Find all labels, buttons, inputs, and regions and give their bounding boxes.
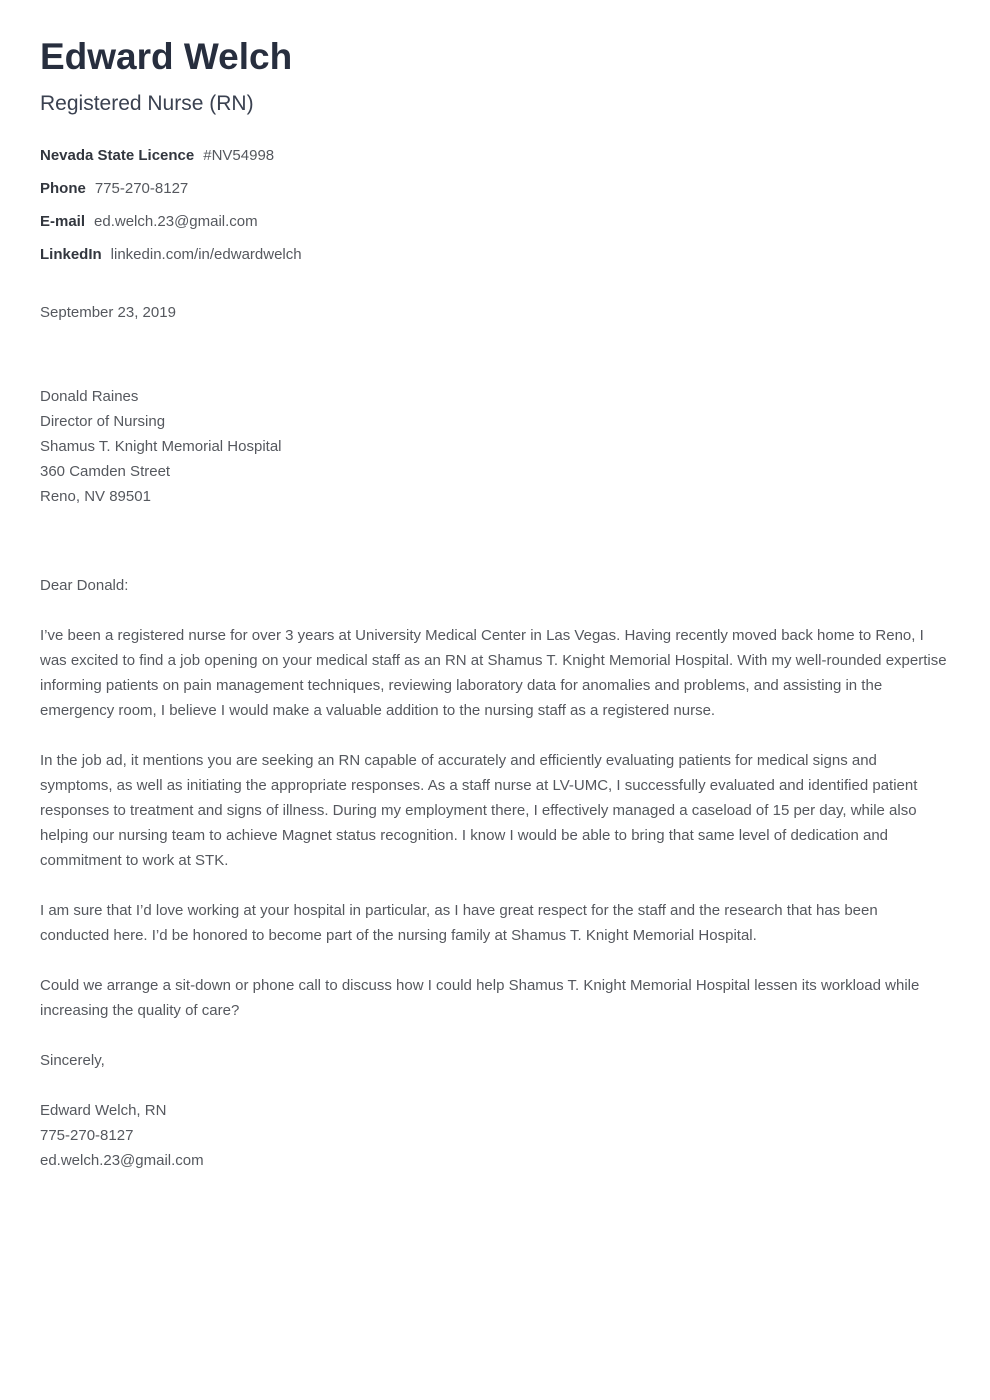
signature-block	[40, 1098, 950, 1173]
body-paragraph-1: I’ve been a registered nurse for over 3 years at University Medical Center in Las Vegas. Having recently moved back home to Reno, I was excited to find a job opening on your medical staff as an RN at Shamus T. Knight Memorial Hospital. With my well-rounded expertise informing patients on pain management techniques, reviewing laboratory data for anomalies and problems, and assisting in the emergency room, I believe I would make a valuable addition to the nursing staff as a registered nurse.	[40, 626, 947, 719]
signature-email: ed.welch.23@gmail.com	[40, 1151, 204, 1169]
recipient-city: Reno, NV 89501	[40, 487, 151, 505]
recipient-organization: Shamus T. Knight Memorial Hospital	[40, 437, 282, 455]
signature-phone: 775-270-8127	[40, 1126, 134, 1144]
signature-name: Edward Welch, RN	[40, 1101, 167, 1119]
salutation: Dear Donald:	[40, 576, 129, 594]
recipient-name: Donald Raines	[40, 387, 139, 405]
recipient-street: 360 Camden Street	[40, 462, 171, 480]
contact-row-phone	[40, 180, 950, 198]
contact-label: LinkedIn	[40, 245, 102, 263]
body-paragraph-2: In the job ad, it mentions you are seeking an RN capable of accurately and efficiently evaluating patients for medical signs and symptoms, as well as initiating the appropriate responses. As a staff nurse at LV-UMC, I successfully evaluated and identified patient responses to treatment and signs of illness. During my employment there, I effectively managed a caseload of 15 per day, while also helping our nursing team to achieve Magnet status recognition. I know I would be able to bring that same level of dedication and commitment to work at STK.	[40, 751, 918, 869]
letter-body	[40, 573, 950, 1173]
contact-value: linkedin.com/in/edwardwelch	[110, 245, 302, 263]
person-name: Edward Welch	[40, 36, 293, 77]
contact-row-email	[40, 213, 950, 231]
recipient-role: Director of Nursing	[40, 412, 166, 430]
letter-header	[40, 36, 950, 117]
contact-value: #NV54998	[203, 146, 275, 164]
letter-date: September 23, 2019	[40, 303, 176, 321]
contact-row-licence	[40, 147, 950, 165]
contact-label: E-mail	[40, 212, 86, 230]
valediction: Sincerely,	[40, 1051, 105, 1069]
body-paragraph-4: Could we arrange a sit-down or phone call to discuss how I could help Shamus T. Knight Memorial Hospital lessen its workload while increasing the quality of care?	[40, 976, 920, 1019]
recipient-address	[40, 384, 950, 509]
contact-value: 775-270-8127	[94, 179, 189, 197]
contact-section	[40, 147, 950, 264]
contact-row-linkedin	[40, 246, 950, 264]
person-job-title: Registered Nurse (RN)	[40, 91, 254, 115]
contact-value: ed.welch.23@gmail.com	[94, 212, 258, 230]
body-paragraph-3: I am sure that I’d love working at your hospital in particular, as I have great respect for the staff and the research that has been conducted here. I’d be honored to become part of the nursing family at Shamus T. Knight Memorial Hospital.	[40, 901, 878, 944]
contact-label: Nevada State Licence	[40, 146, 195, 164]
contact-label: Phone	[40, 179, 86, 197]
